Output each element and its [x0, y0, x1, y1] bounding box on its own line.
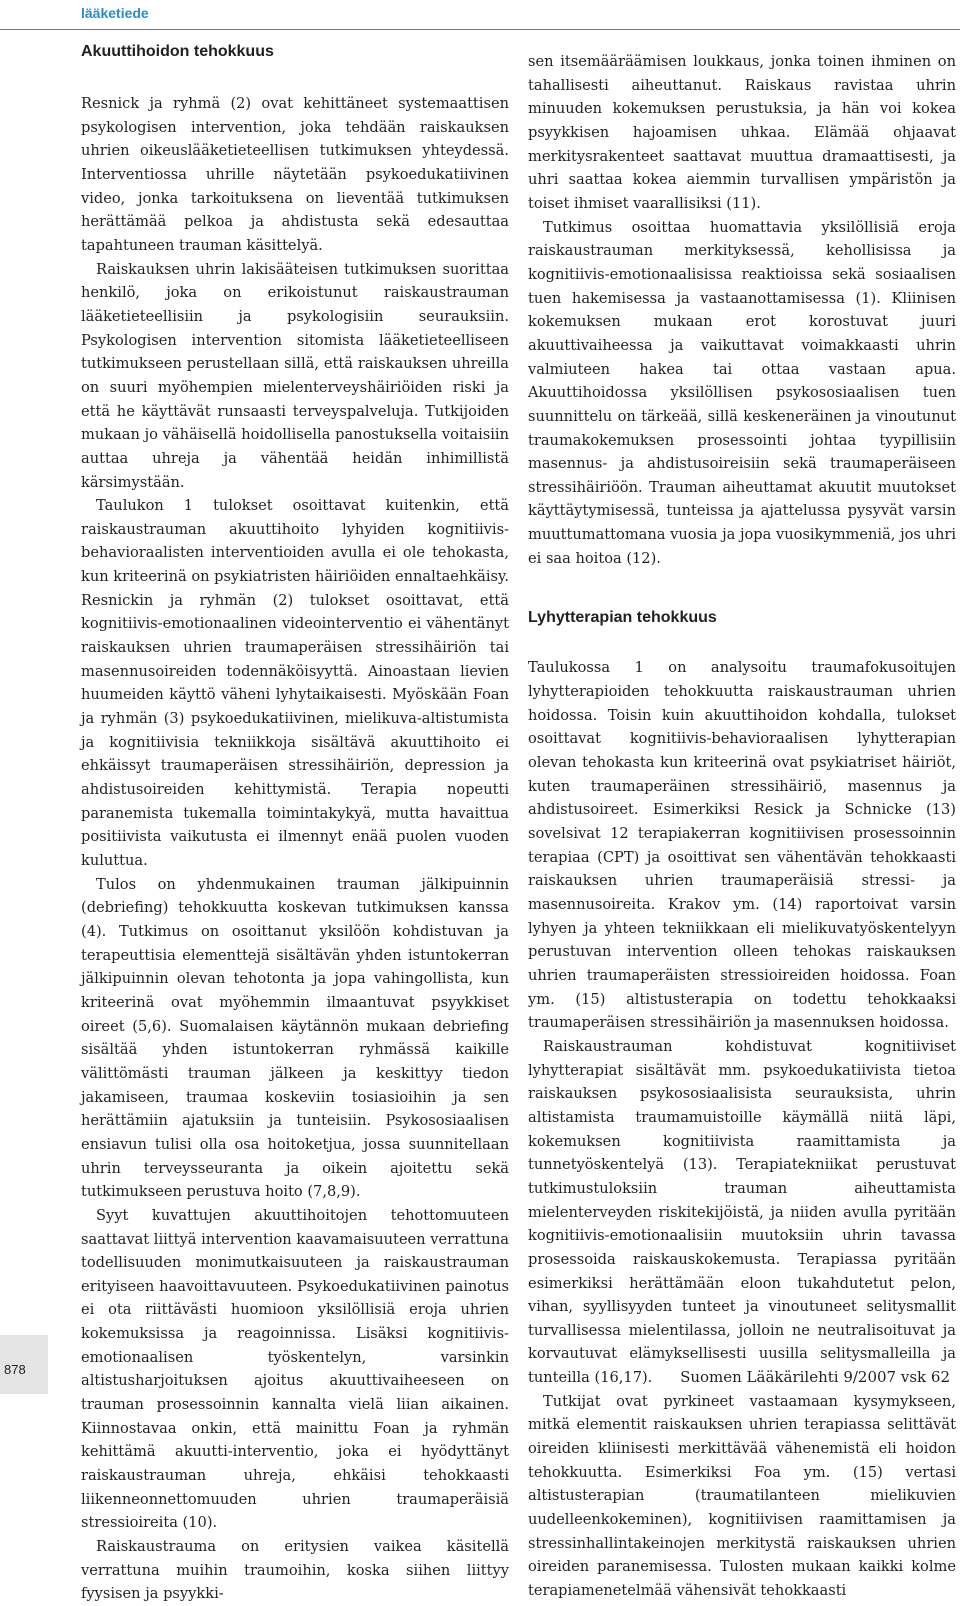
left-column	[81, 0, 509, 1606]
page-number: 878	[4, 1362, 26, 1377]
body-paragraph: sen itsemääräämisen loukkaus, jonka toinen ihminen on tahallisesti aiheuttanut. Raiskaus ravistaa uhrin minuuden kokemuksen perustuksia, ja hän voi kokea psyykkisen hajoamisen uhkaa. Elämää ohjaavat merkitysrakenteet saattavat muuttua dramaattisesti, ja uhri saattaa kokea aiemmin turvallisen ympäristön ja toiset ihmiset vaarallisiksi (11).	[528, 53, 956, 212]
body-paragraph: Raiskaustrauman kohdistuvat kognitiiviset lyhytterapiat sisältävät mm. psykoedukatiivista tietoa raiskauksen psykososiaalisista seurauksista, uhrin altistamista traumamuistoille käymällä niitä läpi, kokemuksen kognitiivista raamittamista ja tunnetyöskentelyä (13). Terapiatekniikat perustuvat tutkimustuloksiin trauman aiheuttamista mielenterveyden riskitekijöistä, ja niiden avulla pyritään kognitiivis-emotionaalisiin muutoksiin uhrin tavassa prosessoida raiskauskokemusta. Terapiassa pyritään esimerkiksi herättämään eloon tukahdutetut pelon, vihan, syyllisyyden tunteet ja vinoutuneet selitysmallit turvallisessa mielentilassa, jolloin ne neutralisoituvat ja korvautuvat elämyksellisesti uusilla selitysmalleilla ja tunteilla (16,17).	[528, 1037, 956, 1387]
body-paragraph: Syyt kuvattujen akuuttihoitojen tehottomuuteen saattavat liittyä intervention kaavamaisuuteen verrattuna todellisuuden monimutkaisuuteen ja raiskaustrauman erityiseen haavoittavuuteen. Psykoedukatiivinen painotus ei ota riittävästi huomioon yksilöllisiä eroja uhrien kokemuksissa ja reagoinnissa. Lisäksi kognitiivis-emotionaalisen työskentelyn, varsinkin altistusharjoituksen ajoitus akuuttivaiheeseen on trauman prosessoinnin kannalta vielä liian aikainen. Kiinnostavaa onkin, että mainittu Foan ja ryhmän kehittämä akuutti-interventio, joka ei hyödyttänyt raiskaustrauman uhreja, ehkäisi tehokkaasti liikenneonnettomuuden uhrien traumaperäisiä stressioireita (10).	[81, 1206, 509, 1532]
body-paragraph: Tulos on yhdenmukainen trauman jälkipuinnin (debriefing) tehokkuutta koskevan tutkimuksen kanssa (4). Tutkimus on osoittanut yksilöön kohdistuvan ja terapeuttisia elementtejä sisältävän yhden istuntokerran jälkipuinnin olevan tehotonta ja jopa vahingollista, kun kriteerinä ovat myöhemmin ilmaantuvat psyykkiset oireet (5,6). Suomalaisen käytännön mukaan debriefing sisältää yhden istuntokerran ryhmässä kaikille välittömästi trauman jälkeen ja keskittyy tiedon jakamiseen, traumaa koskeviin tosiasioihin ja sen herättämiin ajatuksiin ja tunteisiin. Psykososiaalisen ensiavun tulisi olla osa hoitoketjua, jossa suunnitellaan uhrin terveysseuranta ja oikein ajoitettu sekä tutkimukseen perustuva hoito (7,8,9).	[81, 875, 509, 1201]
body-paragraph: Raiskauksen uhrin lakisääteisen tutkimuksen suorittaa henkilö, joka on erikoistunut raiskaustrauman lääketieteellisiin ja psykologisiin seurauksiin. Psykologisen intervention sitomista lääketieteelliseen tutkimukseen perustellaan sillä, että raiskauksen uhreilla on suuri myöhempien mielenterveyshäiriöiden riski ja että he käyttävät runsaasti terveyspalveluja. Tutkijoiden mukaan jo vähäisellä hoidollisella panostuksella voitaisiin auttaa uhreja ja vähentää heidän inhimillistä kärsimystään.	[81, 260, 509, 491]
body-paragraph: Raiskaustrauma on eritysien vaikea käsitellä verrattuna muihin traumoihin, koska siihen liittyy fyysisen ja psyykki-	[81, 1538, 509, 1603]
body-paragraph: Taulukossa 1 on analysoitu traumafokusoitujen lyhytterapioiden tehokkuutta raiskaustrauman uhrien hoidossa. Toisin kuin akuuttihoidon kohdalla, tulokset osoittavat kognitiivis-behavioraalisen lyhytterapian olevan tehokasta kun kriteerinä ovat psykiatriset häiriöt, kuten traumaperäinen stressihäiriö, masennus ja ahdistusoireet. Esimerkiksi Resick ja Schnicke (13) sovelsivat 12 terapiakerran kognitiivisen prosessoinnin terapiaa (CPT) ja osoittivat sen vähentävän tehokkaasti raiskauksen uhrien traumaperäisiä stressi- ja masennusoireita. Krakov ym. (14) raportoivat varsin lyhyen ja yhteen tekniikkaan eli mielikuvatyöskentelyyn perustuvan intervention olleen tehokas raiskauksen uhrien traumaperäisten stressioireiden hoidossa. Foan ym. (15) altistusterapia on todettu tehokkaaksi traumaperäisen stressihäiriön ja masennuksen hoidossa.	[528, 659, 956, 1032]
journal-citation: Suomen Lääkärilehti 9/2007 vsk 62	[680, 1368, 950, 1386]
section-heading-akuuttihoito: Akuuttihoidon tehokkuus	[81, 43, 274, 60]
body-paragraph: Tutkijat ovat pyrkineet vastaamaan kysymykseen, mitkä elementit raiskauksen uhrien terapiassa selittävät oireiden kliinisesti merkittävää vähenemistä eli hoidon tehokkuutta. Esimerkiksi Foa ym. (15) vertasi altistusterapian (traumatilanteen mielikuvien uudelleenkokeminen), kognitiivisen raamittamisen ja stressinhallintakeinojen merkitystä raiskauksen uhrien oireiden paranemisessa. Tulosten mukaan kaikki kolme terapiamenetelmää vähensivät tehokkaasti	[528, 1392, 956, 1600]
body-paragraph: Tutkimus osoittaa huomattavia yksilöllisiä eroja raiskaustrauman merkityksessä, kehollisissa ja kognitiivis-emotionaalisissa reaktioissa sekä sosiaalisen tuen hakemisessa ja vastaanottamisessa (1). Kliinisen kokemuksen mukaan erot korostuvat juuri akuuttivaiheessa ja vaikuttavat voimakkaasti uhrin valmiuteen hakea tai ottaa vastaan apua. Akuuttihoidossa yksilöllisen psykososiaalisen tuen suunnittelu on tärkeää, sillä keskeneräinen ja vinoutunut traumakokemuksen prosessointi johtaa tyypillisiin masennus- ja ahdistusoireisiin sekä traumaperäiseen stressihäiriöön. Trauman aiheuttamat akuutit muutokset käyttäytymisessä, tunteissa ja ajattelussa pysyvät varsin muuttumattomana vuosia ja jopa vuosikymmeniä, jos uhri ei saa hoitoa (12).	[528, 218, 956, 567]
section-heading-lyhytterapia: Lyhytterapian tehokkuus	[528, 609, 717, 627]
section-label: lääketiede	[81, 5, 149, 21]
body-paragraph: Taulukon 1 tulokset osoittavat kuitenkin, että raiskaustrauman akuuttihoito lyhyiden kognitiivis-behavioraalisten interventioiden avulla ei ole tehokasta, kun kriteerinä on psykiatristen häiriöiden ennaltaehkäisy. Resnickin ja ryhmän (2) tulokset osoittavat, että kognitiivis-emotionaalinen videointerventio ei vähentänyt raiskauksen uhrien traumaperäisen stressihäiriön tai masennusoireiden todennäköisyyttä. Ainoastaan lievien huumeiden käyttö väheni lyhytaikaisesti. Myöskään Foan ja ryhmän (3) psykoedukatiivinen, mielikuva-altistumista ja kognitiivisia tekniikkoja sisältävä akuuttihoito ei ehkäissyt traumaperäisen stressihäiriön, depression ja ahdistusoireiden kehittymistä. Terapia nopeutti paranemista tukemalla toimintakykyä, mutta havaittua positiivista vaikutusta ei ilmennyt enää puolen vuoden kuluttua.	[81, 497, 509, 869]
body-paragraph: Resnick ja ryhmä (2) ovat kehittäneet systemaattisen psykologisen intervention, joka tehdään raiskauksen uhrien oikeuslääketieteellisen tutkimuksen yhteydessä. Interventiossa uhrille näytetään psykoedukatiivinen video, jonka tarkoituksena on lieventää tutkimuksen herättämää pelkoa ja ahdistusta sekä edesauttaa tapahtuneen trauman käsittelyä.	[81, 95, 509, 254]
right-column	[528, 0, 956, 1603]
